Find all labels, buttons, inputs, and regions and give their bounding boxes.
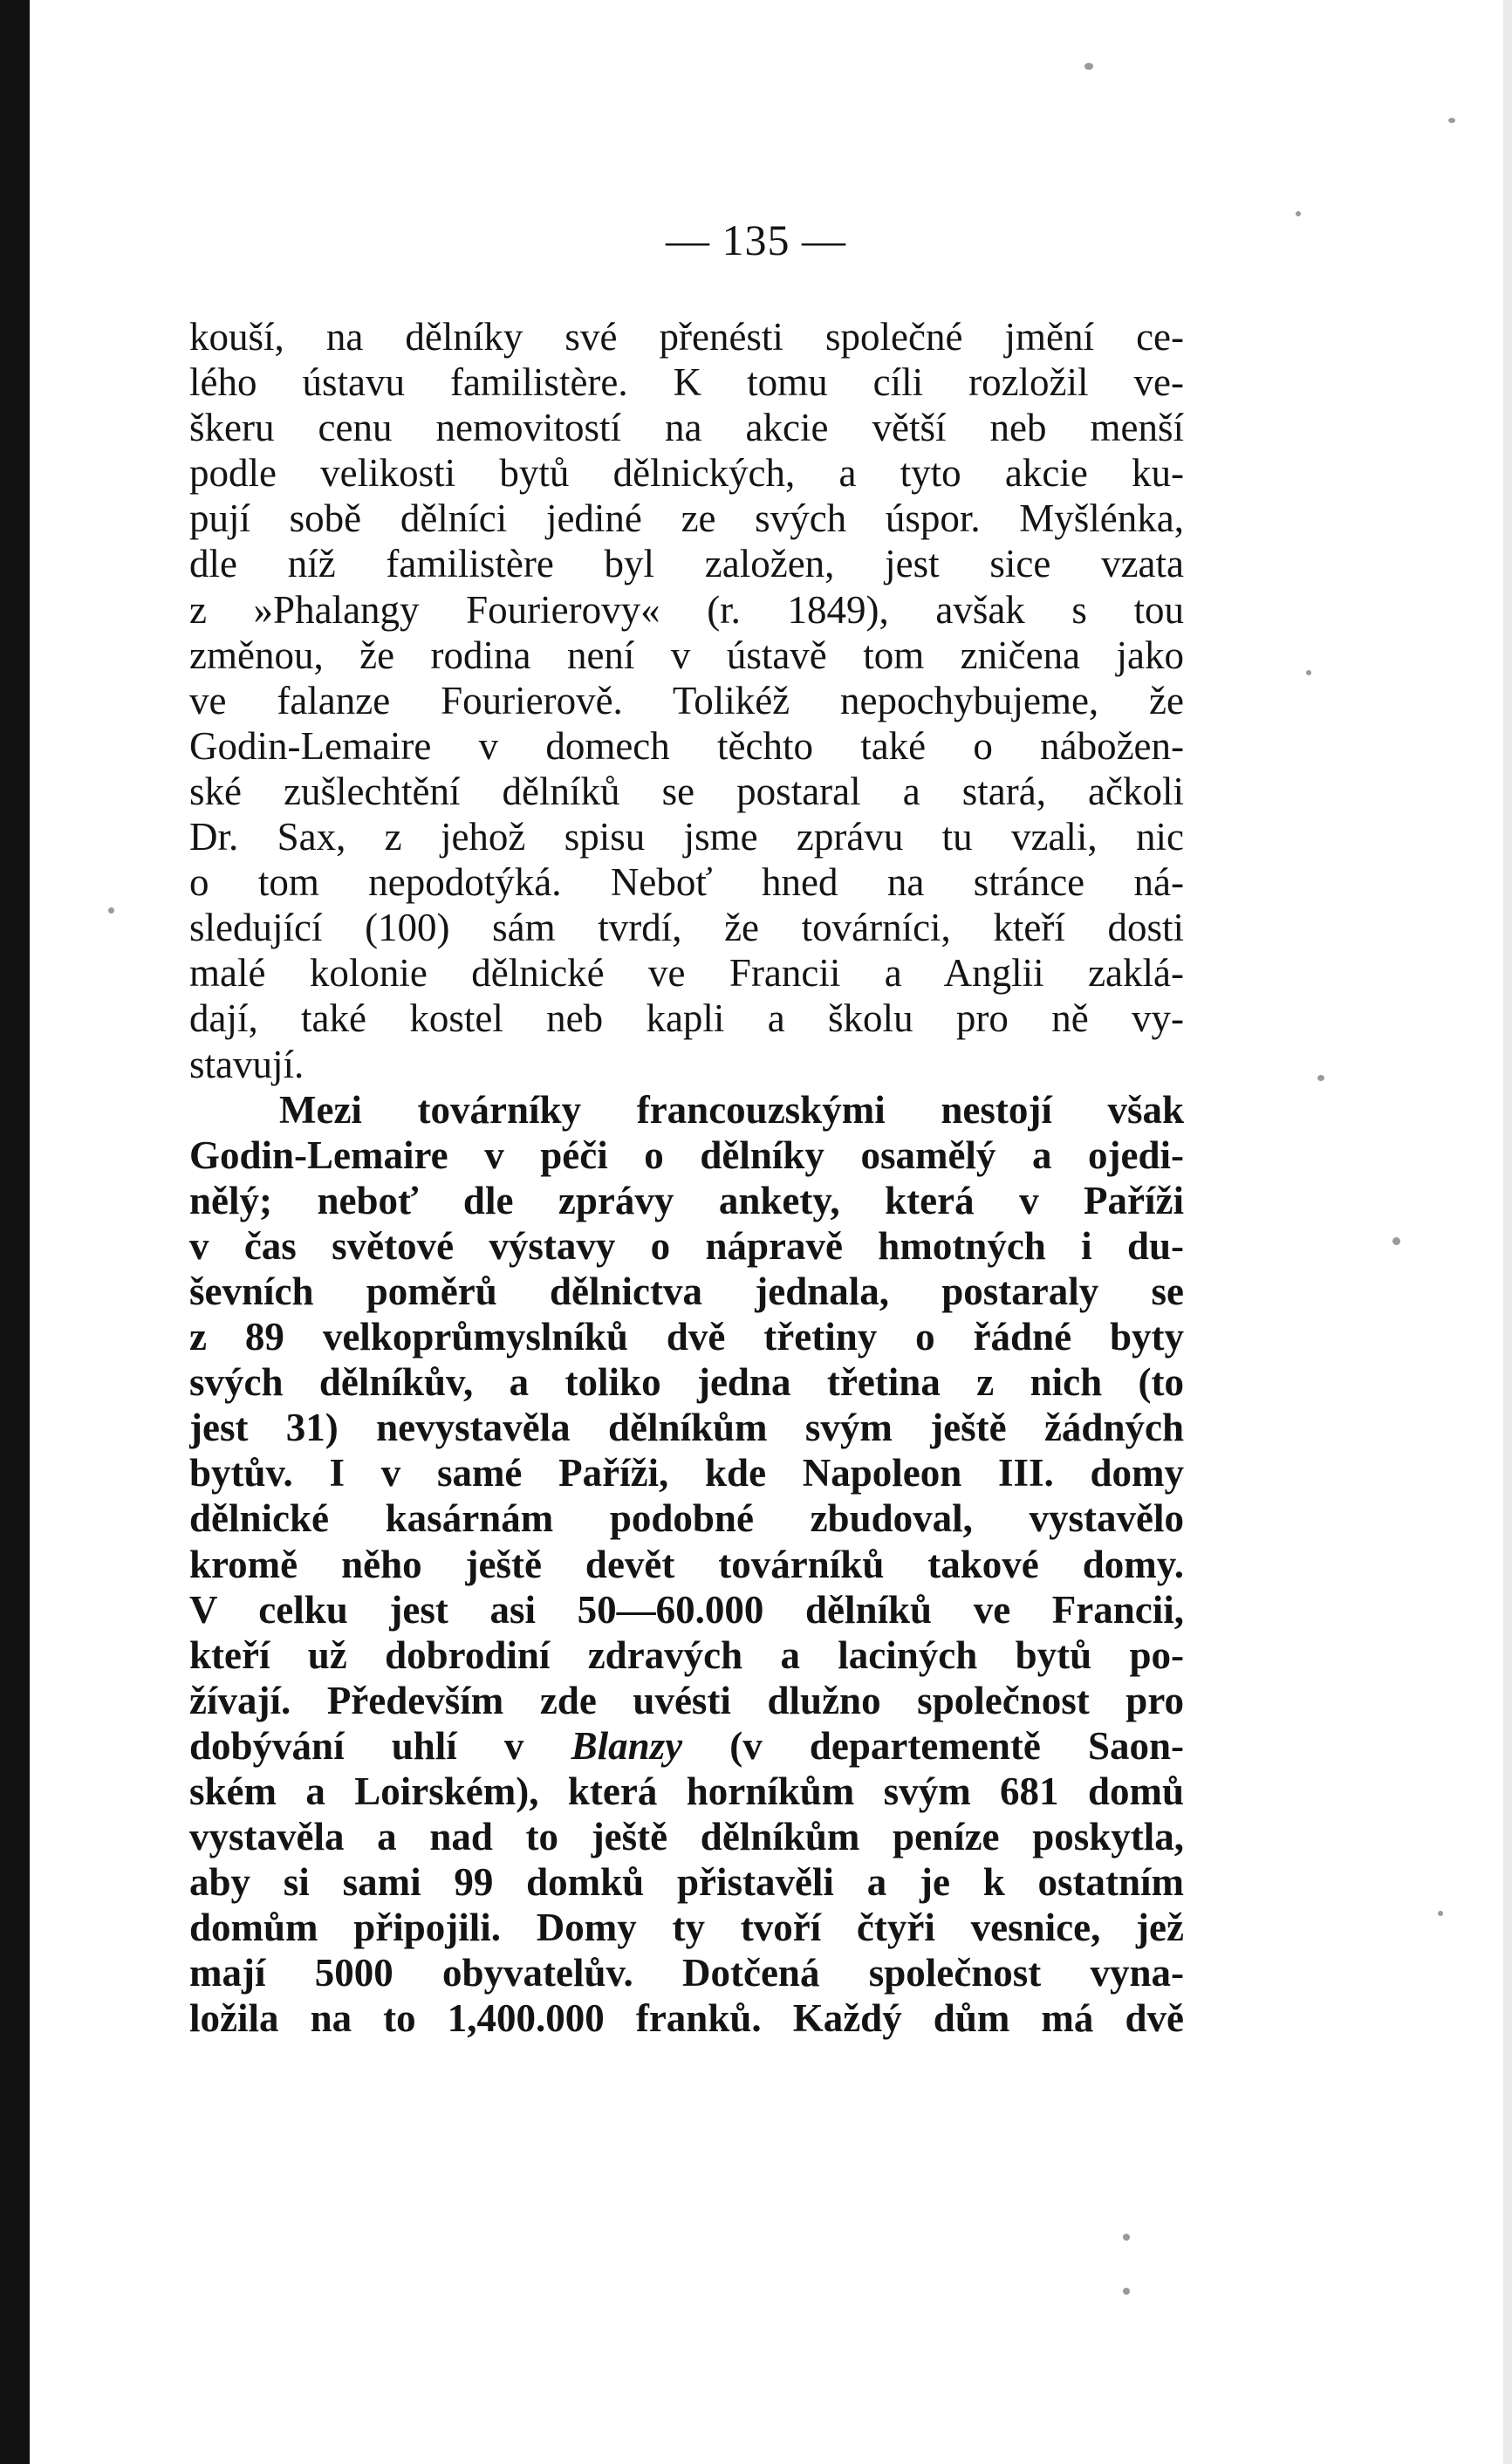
text-segment: (v departementě Saon- bbox=[682, 1723, 1184, 1768]
scan-speck bbox=[1438, 1911, 1443, 1916]
text-line: v čas světové výstavy o nápravě hmotných i du- bbox=[189, 1223, 1184, 1268]
page-number: — 135 — bbox=[666, 216, 846, 264]
text-line: nělý; neboť dle zprávy ankety, která v Paříži bbox=[189, 1178, 1184, 1222]
text-line: kouší, na dělníky své přenésti společné jmění ce- bbox=[189, 315, 1184, 359]
text-line: dají, také kostel neb kapli a školu pro ně vy- bbox=[189, 996, 1184, 1041]
text-line: z »Phalangy Fourierovy« (r. 1849), avšak s tou bbox=[189, 587, 1184, 632]
text-line: z 89 velkoprůmyslníků dvě třetiny o řádné byty bbox=[189, 1315, 1184, 1359]
text-line: dle níž familistère byl založen, jest sice vzata bbox=[189, 542, 1184, 586]
text-line: ském a Loirském), která horníkům svým 681 domů bbox=[189, 1769, 1184, 1813]
text-line: sledující (100) sám tvrdí, že továrníci, kteří dosti bbox=[189, 906, 1184, 950]
text-line: ve falanze Fourierově. Tolikéž nepochybujeme, že bbox=[189, 678, 1184, 722]
text-line: bytův. I v samé Paříži, kde Napoleon III. domy bbox=[189, 1451, 1184, 1496]
text-line: lého ústavu familistère. K tomu cíli rozložil ve- bbox=[189, 360, 1184, 405]
scan-speck bbox=[1306, 670, 1311, 675]
text-line: svých dělníkův, a toliko jedna třetina z nich (to bbox=[189, 1360, 1184, 1405]
scan-speck bbox=[1392, 1237, 1400, 1245]
text-line: o tom nepodotýká. Neboť hned na stránce ná- bbox=[189, 860, 1184, 905]
text-line: domům připojili. Domy ty tvoří čtyři vesnice, jež bbox=[189, 1906, 1184, 1950]
text-segment: dobývání uhlí v bbox=[189, 1723, 571, 1768]
text-line bbox=[189, 1723, 1184, 1769]
text-line: pují sobě dělníci jediné ze svých úspor. Myšlénka, bbox=[189, 496, 1184, 541]
text-line: ložila na to 1,400.000 franků. Každý dům má dvě bbox=[189, 1996, 1184, 2041]
text-line: kromě něho ještě devět továrníků takové domy. bbox=[189, 1542, 1184, 1586]
text-line: podle velikosti bytů dělnických, a tyto akcie ku- bbox=[189, 451, 1184, 496]
scan-speck bbox=[1123, 2234, 1130, 2241]
text-line: stavují. bbox=[189, 1042, 304, 1086]
body-text bbox=[189, 314, 1184, 2042]
italic-place-name: Blanzy bbox=[571, 1723, 683, 1768]
scan-left-edge bbox=[0, 0, 30, 2464]
scan-speck bbox=[1448, 118, 1455, 123]
text-line: malé kolonie dělnické ve Francii a Anglii zaklá- bbox=[189, 951, 1184, 996]
text-line: ševních poměrů dělnictva jednala, postaraly se bbox=[189, 1269, 1184, 1313]
text-line: mají 5000 obyvatelův. Dotčená společnost vyna- bbox=[189, 1951, 1184, 1995]
text-line: aby si sami 99 domků přistavěli a je k ostatním bbox=[189, 1860, 1184, 1905]
text-line: Godin-Lemaire v domech těchto také o nábožen- bbox=[189, 723, 1184, 768]
scan-speck bbox=[108, 907, 114, 914]
scan-speck bbox=[1084, 63, 1093, 70]
text-line: škeru cenu nemovitostí na akcie větší neb menší bbox=[189, 406, 1184, 450]
text-line: kteří už dobrodiní zdravých a laciných bytů po- bbox=[189, 1632, 1184, 1677]
text-line: vystavěla a nad to ještě dělníkům peníze poskytla, bbox=[189, 1815, 1184, 1859]
text-line: Godin-Lemaire v péči o dělníky osamělý a ojedi- bbox=[189, 1133, 1184, 1177]
text-line: změnou, že rodina není v ústavě tom zničena jako bbox=[189, 633, 1184, 677]
scan-right-edge bbox=[1503, 0, 1512, 2464]
text-line: Mezi továrníky francouzskými nestojí však bbox=[279, 1087, 1184, 1132]
text-line: Dr. Sax, z jehož spisu jsme zprávu tu vzali, nic bbox=[189, 815, 1184, 859]
scan-speck bbox=[1123, 2288, 1130, 2295]
text-line: žívají. Především zde uvésti dlužno společnost pro bbox=[189, 1678, 1184, 1722]
text-line: jest 31) nevystavěla dělníkům svým ještě žádných bbox=[189, 1406, 1184, 1450]
scan-speck bbox=[1317, 1075, 1324, 1081]
text-line: dělnické kasárnám podobné zbudoval, vystavělo bbox=[189, 1496, 1184, 1541]
text-line: V celku jest asi 50—60.000 dělníků ve Francii, bbox=[189, 1587, 1184, 1632]
text-line: ské zušlechtění dělníků se postaral a stará, ačkoli bbox=[189, 769, 1184, 813]
